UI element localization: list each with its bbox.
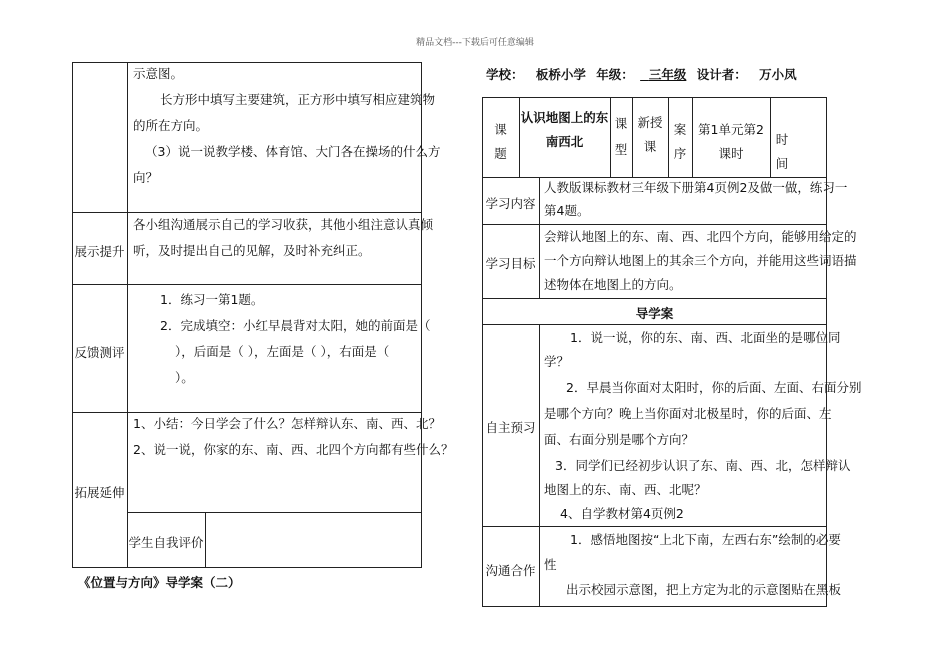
designer-name: 万小凤: [759, 67, 797, 82]
intro-line: 的所在方向。: [133, 118, 209, 133]
extend-label: 拓展延伸: [74, 485, 125, 500]
guide-title: 导学案: [635, 306, 674, 321]
type-label: 课 型: [614, 116, 628, 157]
cooperate-label: 沟通合作: [485, 563, 536, 578]
grade-value: 三年级: [648, 67, 687, 82]
preview-line: 3．同学们已经初步认识了东、南、西、北，怎样辩认: [555, 458, 851, 473]
cooperate-line: 1．感悟地图按“上北下南，左西右东”绘制的必要: [570, 532, 841, 547]
topic-label: 课 题: [494, 122, 507, 161]
preview-line: 是哪个方向？晚上当你面对北极星时，你的后面、左: [544, 406, 832, 421]
intro-line: 向？: [133, 170, 159, 185]
preview-line: 4、自学教材第4页例2: [560, 506, 684, 521]
school-line: [486, 62, 797, 88]
goal-line: 述物体在地图上的方向。: [544, 277, 682, 292]
preview-line: 学？: [544, 354, 570, 369]
preview-label: 自主预习: [485, 420, 536, 435]
extend-line: 1、小结：今日学会了什么？怎样辩认东、南、西、北？: [133, 416, 441, 431]
intro-line: 示意图。: [133, 66, 184, 81]
goal-line: 一个方向辩认地图上的其余三个方向，并能用这些词语描: [544, 253, 857, 268]
goal-line: 会辩认地图上的东、南、西、北四个方向，能够用给定的: [544, 229, 857, 244]
feedback-line: 2．完成填空：小红早晨背对太阳，她的前面是（: [160, 318, 431, 333]
cooperate-line: 性: [544, 557, 557, 572]
feedback-line: ），后面是（ ），左面是（ ），右面是（: [175, 344, 390, 359]
order-label: 案 序: [673, 122, 687, 161]
self-eval-label: 学生自我评价: [128, 535, 204, 550]
preview-line: 地图上的东、南、西、北呢？: [544, 482, 707, 497]
worksheet-caption: 《位置与方向》导学案（二）: [78, 575, 241, 590]
topic-value: 认识地图上的东 南西北: [520, 110, 609, 149]
school-name: 板桥小学: [535, 67, 586, 82]
feedback-label: 反馈测评: [74, 345, 125, 360]
content-line: 人教版课标教材三年级下册第4页例2及做一做，练习一: [544, 180, 848, 195]
page-header: 精品文档---下载后可任意编辑: [416, 38, 534, 48]
goal-label: 学习目标: [485, 256, 536, 271]
show-line: 各小组沟通展示自己的学习收获，其他小组注意认真倾: [133, 217, 434, 232]
intro-line: 长方形中填写主要建筑，正方形中填写相应建筑物: [160, 92, 436, 107]
feedback-line: ）。: [175, 370, 194, 385]
grade-label: 年级：: [596, 67, 634, 82]
designer-label: 设计者：: [696, 67, 747, 82]
show-line: 听，及时提出自己的见解，及时补充纠正。: [133, 243, 371, 258]
preview-line: 1．说一说，你的东、南、西、北面坐的是哪位同: [570, 330, 841, 345]
type-value: 新授 课: [637, 115, 663, 154]
school-label: 学校：: [486, 67, 524, 82]
extend-line: 2、说一说，你家的东、南、西、北四个方向都有些什么？: [133, 442, 454, 457]
order-value: 第1单元第2 课时: [698, 122, 764, 161]
preview-line: 2．早晨当你面对太阳时，你的后面、左面、右面分别: [566, 380, 862, 395]
show-label: 展示提升: [74, 244, 125, 259]
content-label: 学习内容: [485, 196, 536, 211]
cooperate-line: 出示校园示意图，把上方定为北的示意图贴在黑板: [566, 582, 842, 597]
time-label: 时 间: [775, 132, 789, 171]
content-line: 第4题。: [544, 203, 590, 218]
intro-line: （3）说一说教学楼、体育馆、大门各在操场的什么方: [145, 144, 441, 159]
feedback-line: 1．练习一第1题。: [160, 292, 264, 307]
preview-line: 面、右面分别是哪个方向？: [544, 432, 695, 447]
